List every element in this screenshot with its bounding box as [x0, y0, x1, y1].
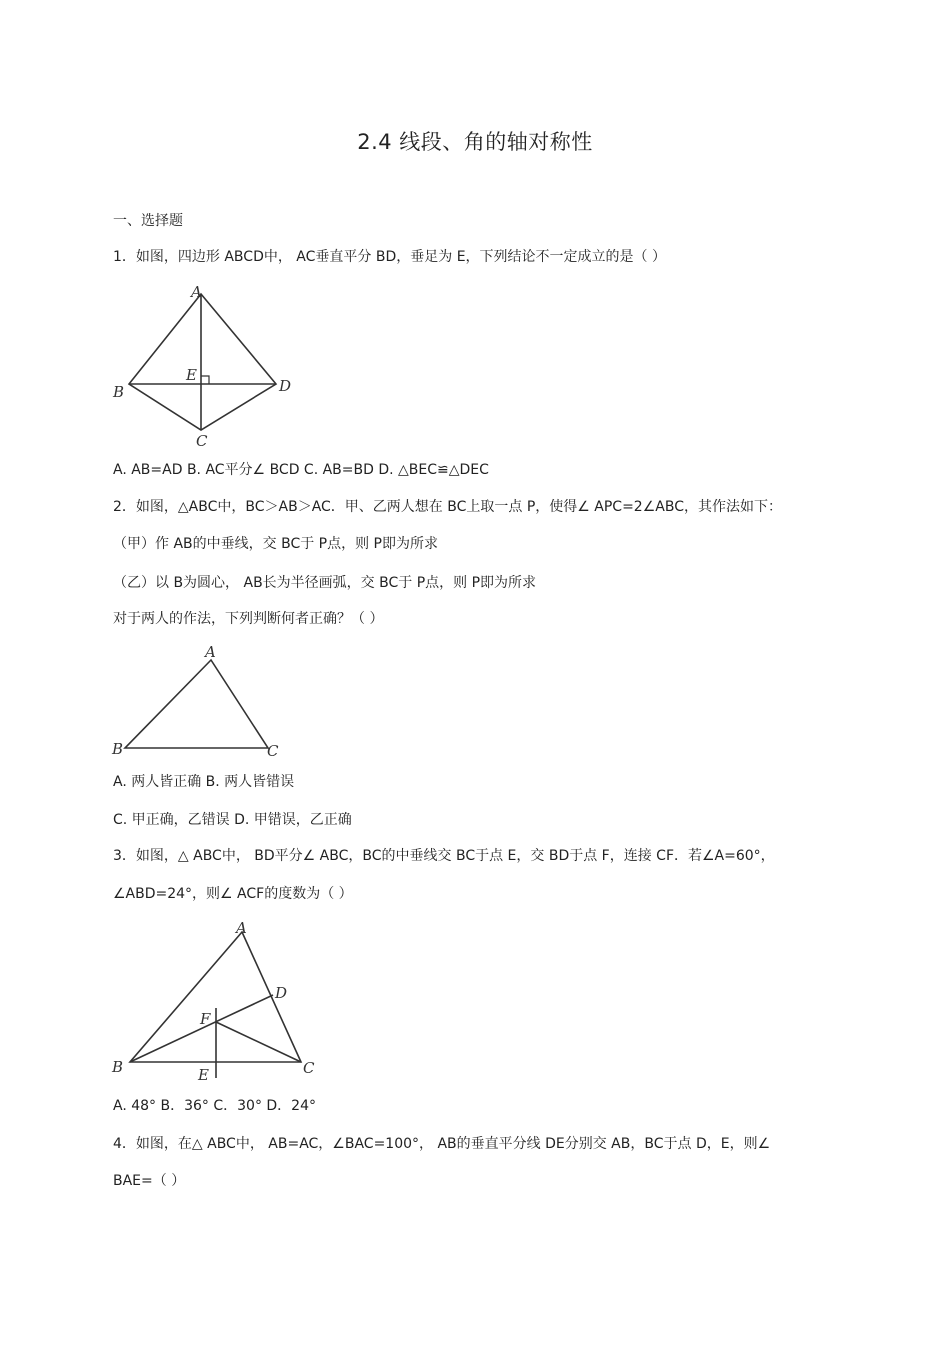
- section-heading: 一、选择题: [113, 213, 183, 229]
- quadrilateral-abcd: [129, 294, 276, 430]
- page-title: 2.4 线段、角的轴对称性: [357, 130, 593, 154]
- question-1-options: A. AB=AD B. AC平分∠ BCD C. AB=BD D. △BEC≌△DEC: [113, 462, 489, 478]
- question-2-method-yi: （乙）以 B为圆心， AB长为半径画弧，交 BC于 P点，则 P即为所求: [113, 575, 537, 591]
- label-a: A: [191, 283, 202, 301]
- triangle-abc: [125, 660, 268, 748]
- question-4-stem-line-2: BAE=（ ）: [113, 1173, 186, 1189]
- label-b: B: [112, 1058, 124, 1076]
- question-2-method-jia: （甲）作 AB的中垂线，交 BC于 P点，则 P即为所求: [113, 536, 438, 552]
- question-3-stem-line-1: 3．如图，△ ABC中， BD平分∠ ABC，BC的中垂线交 BC于点 E，交 BD于点 F，连接 CF．若∠A=60°，: [113, 848, 775, 864]
- label-d: D: [279, 377, 292, 395]
- question-2-ask: 对于两人的作法，下列判断何者正确？（ ）: [113, 611, 384, 627]
- label-b: B: [112, 740, 124, 758]
- question-2-stem: 2．如图，△ABC中，BC＞AB＞AC．甲、乙两人想在 BC上取一点 P，使得∠ APC=2∠ABC，其作法如下：: [113, 499, 782, 515]
- label-c: C: [196, 432, 208, 450]
- label-b: B: [113, 383, 125, 401]
- question-2-options-ab: A. 两人皆正确 B. 两人皆错误: [113, 774, 295, 790]
- question-3-stem-line-2: ∠ABD=24°，则∠ ACF的度数为（ ）: [113, 886, 353, 902]
- label-c: C: [303, 1059, 315, 1077]
- segment-cf: [216, 1022, 301, 1062]
- question-4-stem-line-1: 4．如图，在△ ABC中， AB=AC，∠BAC=100°， AB的垂直平分线 DE分别交 AB，BC于点 D，E，则∠: [113, 1136, 771, 1152]
- question-2-options-cd: C. 甲正确，乙错误 D. 甲错误，乙正确: [113, 812, 352, 828]
- label-d: D: [275, 984, 288, 1002]
- right-angle-mark: [201, 376, 209, 384]
- label-c: C: [267, 742, 279, 760]
- figure-1-quadrilateral: [108, 282, 298, 448]
- label-a: A: [236, 919, 247, 937]
- label-a: A: [205, 643, 216, 661]
- figure-3-triangle: [108, 918, 323, 1084]
- question-3-options: A. 48° B．36° C．30° D．24°: [113, 1098, 316, 1114]
- label-f: F: [200, 1010, 211, 1028]
- segment-bd: [130, 995, 273, 1062]
- label-e: E: [186, 366, 197, 384]
- figure-2-triangle: [108, 642, 288, 758]
- question-1-stem: 1．如图，四边形 ABCD中， AC垂直平分 BD，垂足为 E，下列结论不一定成立的是（ ）: [113, 249, 666, 265]
- label-e: E: [198, 1066, 209, 1084]
